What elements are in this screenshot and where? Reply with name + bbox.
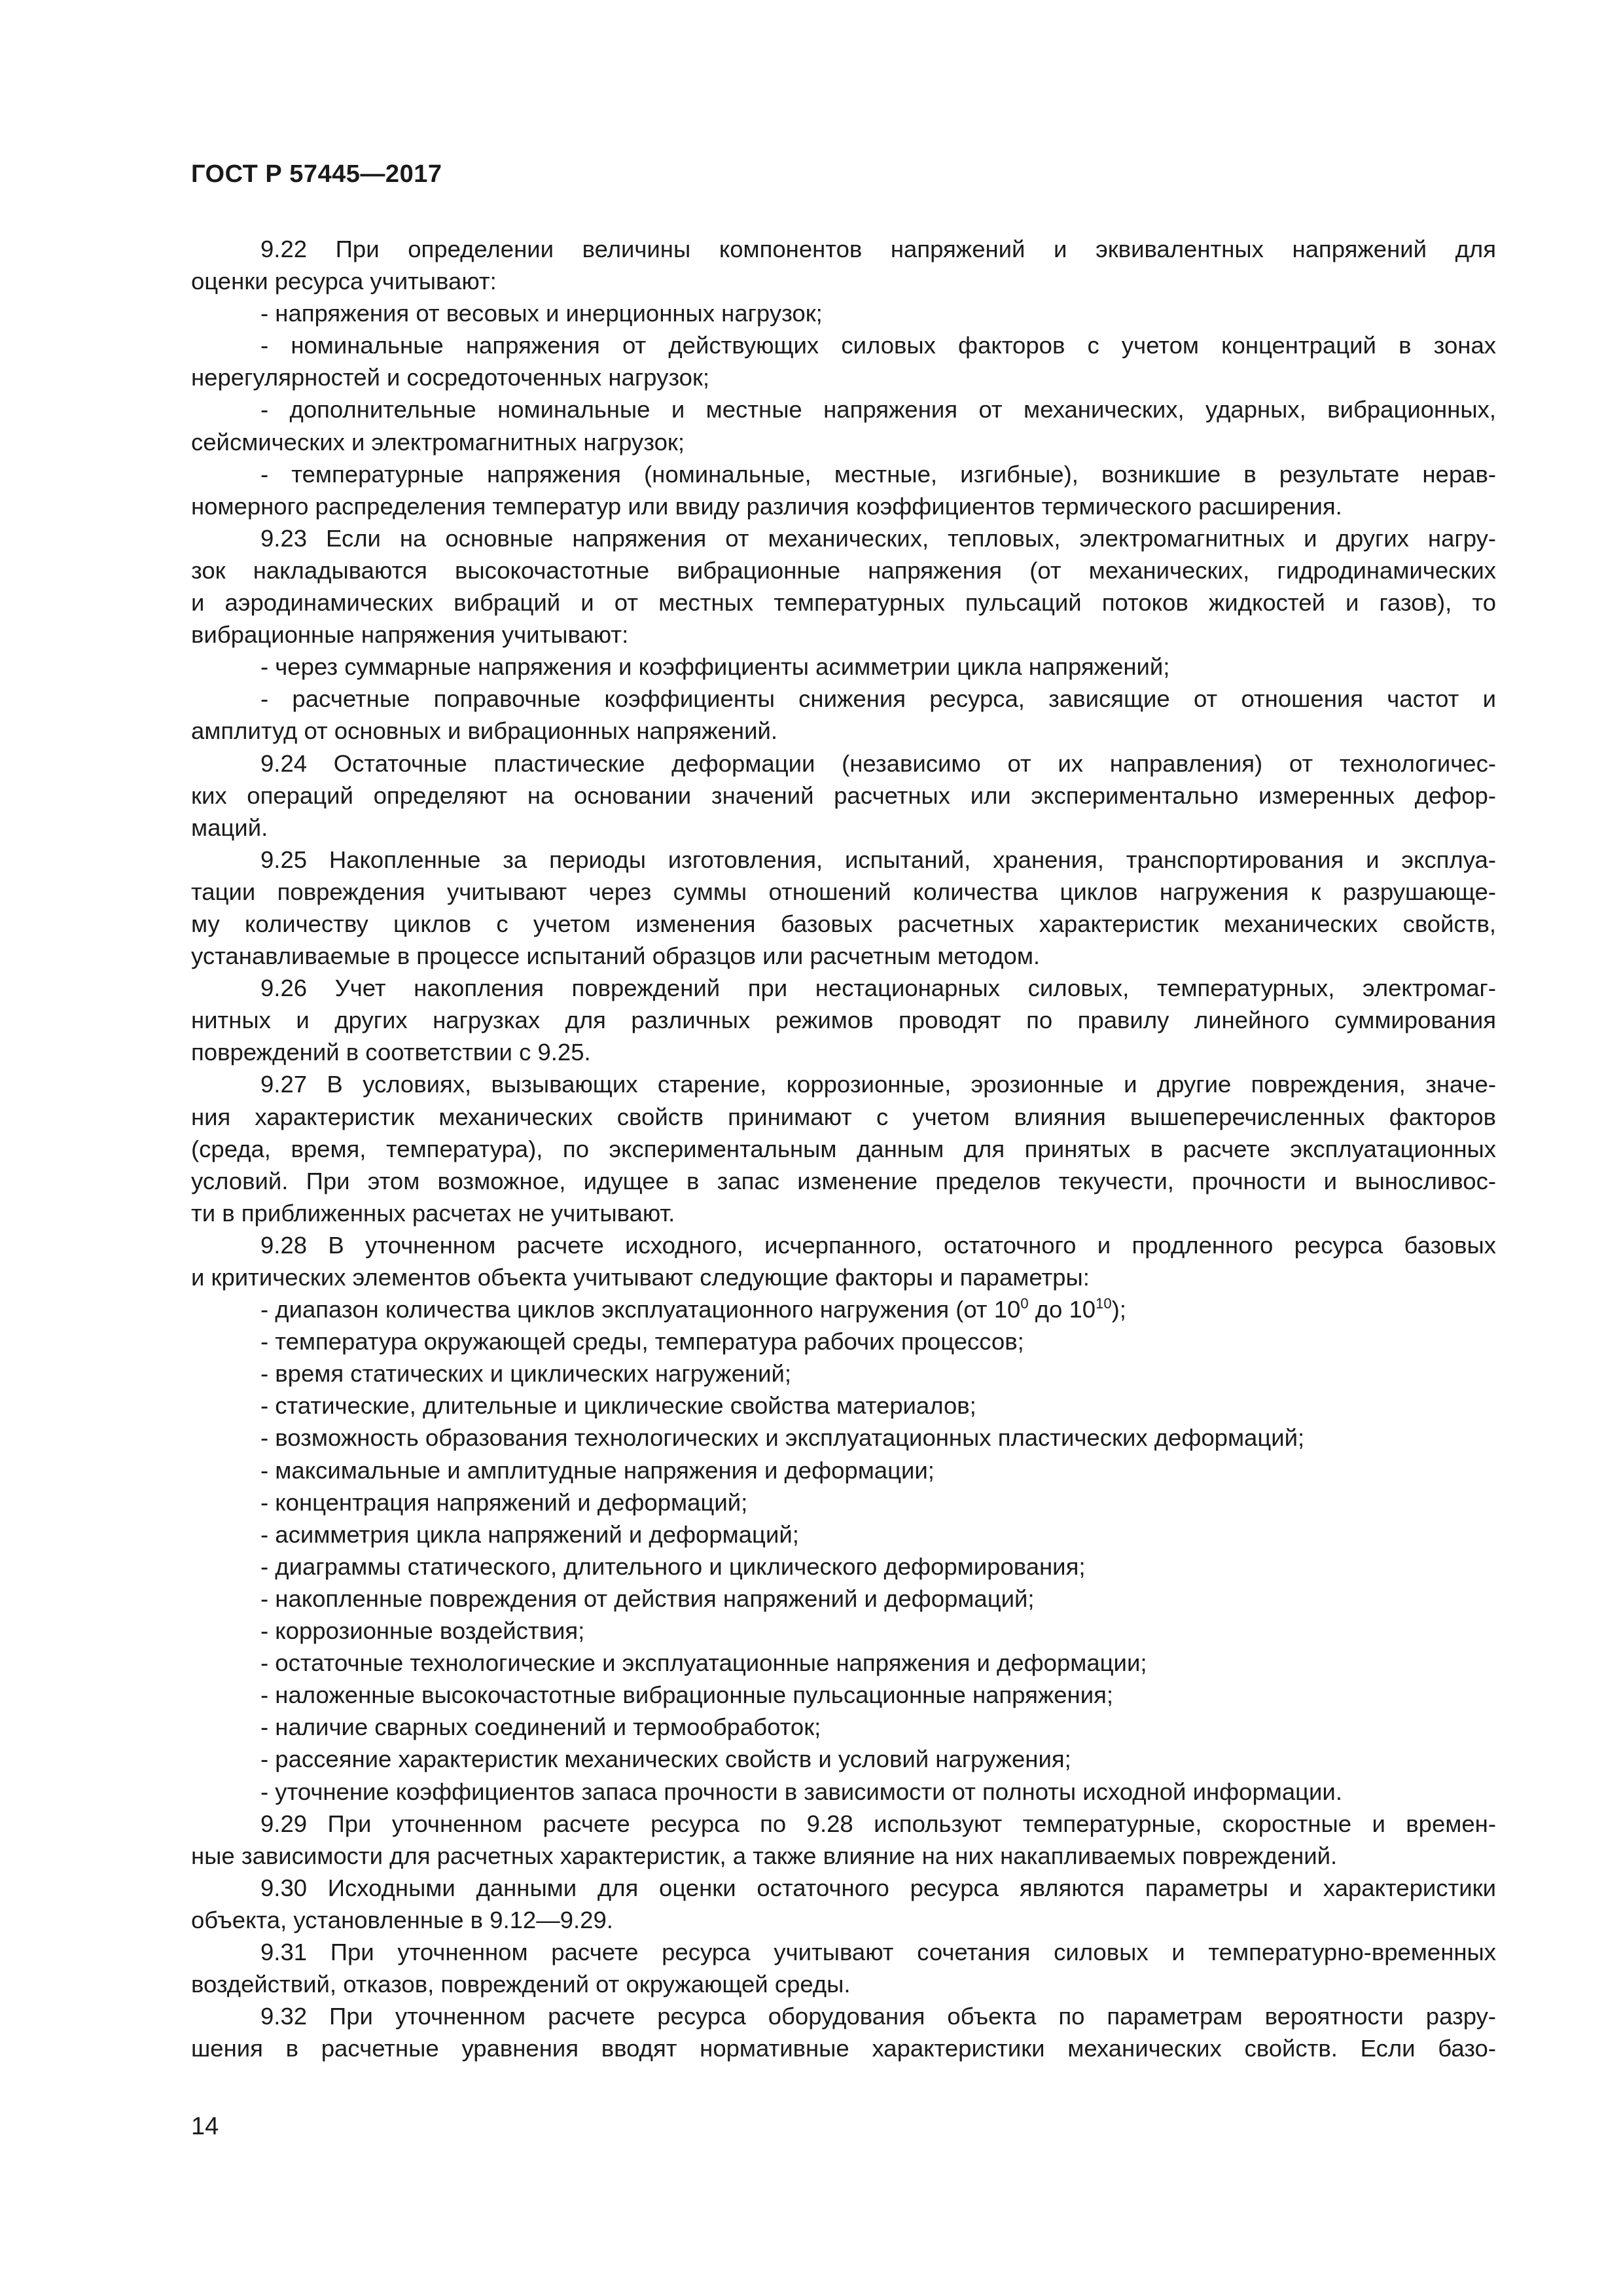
text-line: маций.: [191, 814, 268, 841]
list-item: - время статических и циклических нагружений;: [260, 1360, 792, 1388]
text-line: и критических элементов объекта учитывают следующие факторы и параметры:: [191, 1264, 1090, 1291]
list-item: - наложенные высокочастотные вибрационные пульсационные напряжения;: [260, 1681, 1114, 1709]
text-line: - температурные напряжения (номинальные, местные, изгибные), возникшие в результате нерав-: [260, 460, 1496, 488]
text-line: нерегулярностей и сосредоточенных нагрузок;: [191, 364, 710, 391]
text-line: оценки ресурса учитывают:: [191, 268, 497, 295]
text-line: (среда, время, температура), по экспериментальным данным для принятых в расчете эксплуатационных: [191, 1135, 1496, 1162]
text-line: 9.24 Остаточные пластические деформации (независимо от их направления) от технологичес-: [260, 749, 1496, 777]
paragraph-9-23: [191, 522, 1496, 651]
text-fragment: );: [1111, 1296, 1126, 1323]
paragraph-9-24: [191, 747, 1496, 844]
list-item: - коррозионные воздействия;: [260, 1617, 585, 1645]
document-body: [191, 233, 1496, 2064]
text-line: 9.26 Учет накопления повреждений при нестационарных силовых, температурных, электромаг-: [260, 975, 1496, 1002]
text-line: 9.31 При уточненном расчете ресурса учитывают сочетания силовых и температурно-временных: [260, 1938, 1496, 1965]
text-line: шения в расчетные уравнения вводят нормативные характеристики механических свойств. Если базо-: [191, 2035, 1496, 2062]
list-item: [191, 393, 1496, 457]
list-item: - уточнение коэффициентов запаса прочности в зависимости от полноты исходной информации.: [260, 1778, 1342, 1805]
list-item: - напряжения от весовых и инерционных нагрузок;: [260, 300, 823, 327]
paragraph-9-30: [191, 1872, 1496, 1936]
text-line: ные зависимости для расчетных характеристик, а также влияние на них накапливаемых повреждений.: [191, 1842, 1338, 1869]
paragraph-9-27: [191, 1068, 1496, 1229]
text-line: 9.29 При уточненном расчете ресурса по 9.28 используют температурные, скоростные и времен-: [260, 1810, 1496, 1837]
paragraph-9-32: [191, 2000, 1496, 2064]
text-line: амплитуд от основных и вибрационных напряжений.: [191, 717, 777, 745]
list-item: - концентрация напряжений и деформаций;: [260, 1488, 748, 1516]
list-item: - максимальные и амплитудные напряжения и деформации;: [260, 1456, 935, 1484]
list-item: - диаграммы статического, длительного и циклического деформирования;: [260, 1552, 1086, 1580]
text-line: вибрационные напряжения учитывают:: [191, 621, 629, 649]
text-line: ния характеристик механических свойств принимают с учетом влияния вышеперечисленных факторов: [191, 1103, 1496, 1130]
list-item: [191, 1293, 1496, 1325]
text-line: ти в приближенных расчетах не учитывают.: [191, 1199, 675, 1227]
text-line: устанавливаемые в процессе испытаний образцов или расчетным методом.: [191, 942, 1041, 970]
document-header: ГОСТ Р 57445—2017: [191, 160, 442, 188]
list-item: - остаточные технологические и эксплуатационные напряжения и деформации;: [260, 1649, 1147, 1677]
list-item: [191, 329, 1496, 393]
text-line: - номинальные напряжения от действующих силовых факторов с учетом концентраций в зонах: [260, 332, 1496, 359]
text-line: воздействий, отказов, повреждений от окружающей среды.: [191, 1971, 851, 1998]
text-line: сейсмических и электромагнитных нагрузок;: [191, 428, 685, 456]
list-item: - возможность образования технологических и эксплуатационных пластических деформаций;: [260, 1424, 1305, 1452]
paragraph-9-26: [191, 972, 1496, 1068]
list-item: - температура окружающей среды, температура рабочих процессов;: [260, 1328, 1024, 1355]
text-line: 9.30 Исходными данными для оценки остаточного ресурса являются параметры и характеристики: [260, 1874, 1496, 1901]
superscript: 0: [1020, 1295, 1029, 1312]
list-item: - накопленные повреждения от действия напряжений и деформаций;: [260, 1585, 1035, 1612]
paragraph-9-29: [191, 1808, 1496, 1872]
list-item: - статические, длительные и циклические свойства материалов;: [260, 1392, 976, 1420]
list-item: [191, 683, 1496, 747]
text-line: 9.28 В уточненном расчете исходного, исчерпанного, остаточного и продленного ресурса базовых: [260, 1231, 1496, 1259]
text-line: зок накладываются высокочастотные вибрационные напряжения (от механических, гидродинамических: [191, 556, 1496, 584]
paragraph-9-28: [191, 1229, 1496, 1293]
text-line: - расчетные поправочные коэффициенты снижения ресурса, зависящие от отношения частот и: [260, 685, 1496, 713]
text-line: му количеству циклов с учетом изменения базовых расчетных характеристик механических свойств,: [191, 910, 1496, 937]
paragraph-9-22: [191, 233, 1496, 297]
text-line: 9.23 Если на основные напряжения от механических, тепловых, электромагнитных и других нагру-: [260, 524, 1496, 552]
list-item: - асимметрия цикла напряжений и деформаций;: [260, 1520, 799, 1548]
text-line: 9.22 При определении величины компонентов напряжений и эквивалентных напряжений для: [260, 236, 1496, 262]
text-line: объекта, установленные в 9.12—9.29.: [191, 1906, 613, 1933]
text-line: - дополнительные номинальные и местные напряжения от механических, ударных, вибрационных,: [260, 396, 1496, 423]
page-number: 14: [191, 2113, 219, 2140]
superscript: 10: [1096, 1295, 1112, 1312]
text-fragment: - диапазон количества циклов эксплуатационного нагружения (от 10: [260, 1296, 1021, 1323]
text-line: 9.25 Накопленные за периоды изготовления, испытаний, хранения, транспортирования и эксплуа-: [260, 846, 1496, 873]
text-line: номерного распределения температур или ввиду различия коэффициентов термического расширения.: [191, 492, 1342, 520]
text-line: и аэродинамических вибраций и от местных температурных пульсаций потоков жидкостей и газов), то: [191, 589, 1496, 617]
list-item: - рассеяние характеристик механических свойств и условий нагружения;: [260, 1746, 1071, 1773]
text-line: 9.27 В условиях, вызывающих старение, коррозионные, эрозионные и другие повреждения, значе-: [260, 1071, 1496, 1098]
list-item: [191, 458, 1496, 522]
paragraph-9-25: [191, 844, 1496, 972]
text-line: ких операций определяют на основании значений расчетных или экспериментально измеренных дефор-: [191, 781, 1496, 809]
paragraph-9-31: [191, 1936, 1496, 2000]
list-item: - наличие сварных соединений и термообработок;: [260, 1713, 821, 1741]
text-line: 9.32 При уточненном расчете ресурса оборудования объекта по параметрам вероятности разру-: [260, 2003, 1496, 2030]
text-line: тации повреждения учитывают через суммы отношений количества циклов нагружения к разрушающе-: [191, 878, 1496, 905]
list-item: - через суммарные напряжения и коэффициенты асимметрии цикла напряжений;: [260, 653, 1170, 681]
text-fragment: до 10: [1028, 1296, 1096, 1323]
text-line: нитных и других нагрузках для различных режимов проводят по правилу линейного суммирования: [191, 1007, 1496, 1034]
text-line: повреждений в соответствии с 9.25.: [191, 1039, 591, 1066]
text-line: условий. При этом возможное, идущее в запас изменение пределов текучести, прочности и выносливос-: [191, 1167, 1496, 1194]
